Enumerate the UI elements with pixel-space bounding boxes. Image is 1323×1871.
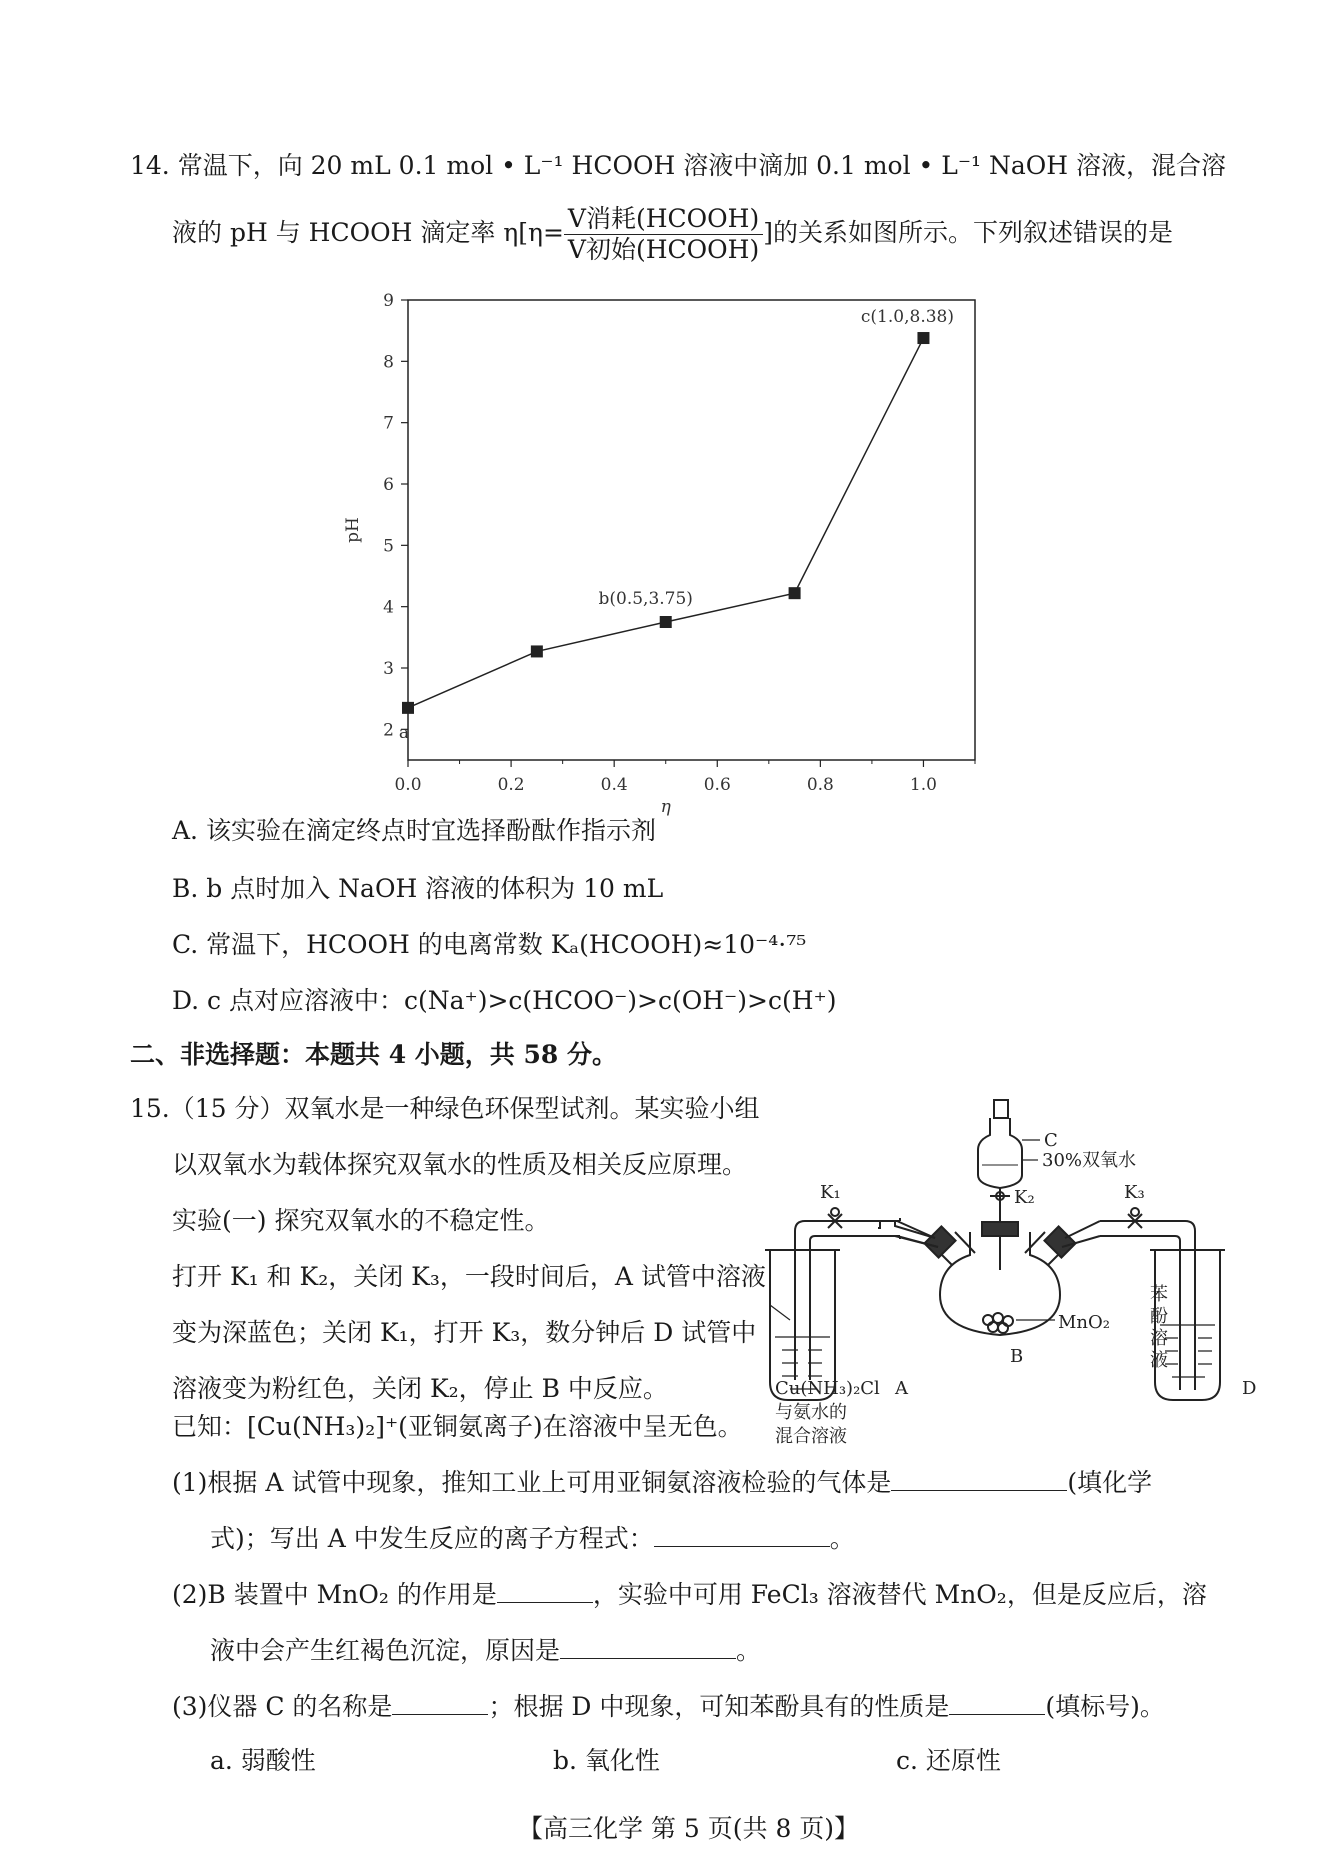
answer-blank-phenol-property[interactable] [949,1692,1045,1715]
funnel-c-body [978,1118,1022,1188]
q14-stem-line2-pre: 液的 pH 与 HCOOH 滴定率 η[η= [172,218,564,247]
q15-part1-line2-tail: 。 [829,1524,855,1553]
q15-part2-line1 [172,1579,1207,1611]
section-2-heading: 二、非选择题：本题共 4 小题，共 58 分。 [130,1040,618,1069]
label-mno2: MnO₂ [1058,1312,1110,1333]
q15-part1-line2-text: 式)；写出 A 中发生反应的离子方程式： [210,1524,654,1553]
data-point [789,587,801,599]
tube-left-angle [897,1221,938,1247]
label-a-solution-3: 混合溶液 [775,1426,847,1447]
q15-known: 已知：[Cu(NH₃)₂]⁺(亚铜氨离子)在溶液中呈无色。 [172,1412,743,1441]
flask-right-stopper [1044,1226,1075,1257]
q14-option-c: C. 常温下，HCOOH 的电离常数 Kₐ(HCOOH)≈10⁻⁴·⁷⁵ [172,930,807,959]
flask-left-neck [932,1232,975,1265]
pipe-left-bend-outer [795,1221,805,1250]
plot-frame [408,300,975,760]
y-tick-label: 2 [383,720,394,741]
q15-part1-line1 [172,1467,1152,1499]
choice-b: b. 氧化性 [553,1746,660,1775]
answer-blank-gas[interactable] [891,1468,1067,1491]
q15-part3-line1 [172,1691,1165,1723]
point-annotation: a [398,722,410,743]
q15-line1: 15.（15 分）双氧水是一种绿色环保型试剂。某实验小组 [130,1094,760,1123]
label-h2o2: 30%双氧水 [1042,1150,1137,1171]
pipe-right-bend-outer [1185,1221,1195,1390]
tube-right-angle-2 [1062,1236,1100,1247]
q15-part3-tail: (填标号)。 [1045,1692,1165,1721]
x-tick-label: 0.8 [806,775,834,795]
y-tick-label: 9 [383,291,394,311]
y-tick-label: 4 [383,597,394,618]
label-d-solution-1: 苯 [1150,1284,1168,1305]
choice-a: a. 弱酸性 [210,1746,316,1775]
answer-blank-ion-equation[interactable] [654,1524,830,1547]
q14-option-a: A. 该实验在滴定终点时宜选择酚酞作指示剂 [172,816,656,845]
q14-option-d: D. c 点对应溶液中：c(Na⁺)>c(HCOO⁻)>c(OH⁻)>c(H⁺) [172,986,837,1015]
q15-part1-line1-text: (1)根据 A 试管中现象，推知工业上可用亚铜氨溶液检验的气体是 [172,1468,892,1497]
mno2-bead [993,1313,1003,1323]
test-tube-d [1155,1250,1220,1400]
clip-k1-ring [831,1208,839,1216]
test-tube-d-liquid [1160,1325,1215,1377]
y-axis-label: pH [343,517,363,543]
label-d: D [1242,1378,1257,1399]
y-tick-label: 7 [383,413,394,434]
q15-part3-mid: ；根据 D 中现象，可知苯酚具有的性质是 [488,1692,950,1721]
leader-a-solution [770,1305,790,1320]
flask-center-stopper [982,1222,1018,1236]
flask-left-stopper [924,1226,955,1257]
q15-line2: 以双氧水为载体探究双氧水的性质及相关反应原理。 [172,1150,748,1179]
q15-part2-line2-text: 液中会产生红褐色沉淀，原因是 [210,1636,561,1665]
choice-c: c. 还原性 [896,1746,1001,1775]
y-tick-label: 5 [383,536,394,557]
flask-right-neck [1025,1232,1068,1265]
clip-k3 [1128,1214,1142,1228]
x-tick-label: 1.0 [909,775,937,795]
y-tick-label: 6 [383,475,394,495]
data-point [660,616,672,628]
data-point [917,332,929,344]
q15-part1-line1-tail: (填化学 [1067,1468,1153,1497]
q15-part1-line2 [210,1523,855,1555]
tube-left-2 [880,1236,938,1247]
tube-left-1 [878,1221,935,1238]
q15-part2-line1-text: (2)B 装置中 MnO₂ 的作用是 [172,1580,497,1609]
q15-part3-text: (3)仪器 C 的名称是 [172,1692,393,1721]
q14-stem-line2-post: ]的关系如图所示。下列叙述错误的是 [763,218,1173,247]
answer-blank-reason[interactable] [560,1636,736,1659]
data-point [531,645,543,657]
x-axis-label: η [660,797,671,817]
answer-blank-instrument-name[interactable] [392,1692,488,1715]
funnel-stopper [994,1100,1008,1118]
label-d-solution-3: 溶 [1150,1328,1168,1349]
flask-b-body [940,1232,1060,1335]
q14-option-b: B. b 点时加入 NaOH 溶液的体积为 10 mL [172,874,664,903]
mno2-bead [998,1323,1008,1333]
eta-numerator: V消耗(HCOOH) [564,204,763,235]
q15-part2-line2-tail: 。 [736,1636,762,1665]
x-tick-label: 0.2 [497,775,525,795]
q15-line6: 溶液变为粉红色，关闭 K₂，停止 B 中反应。 [172,1374,668,1403]
tube-right-angle-1 [1065,1221,1100,1238]
y-tick-label: 8 [383,352,394,373]
q14-stem-line2 [172,200,1173,266]
x-tick-label: 0.0 [394,775,422,795]
label-d-solution-4: 液 [1150,1350,1168,1371]
label-b: B [1010,1346,1024,1367]
mno2-bead [988,1322,998,1332]
label-a-solution-2: 与氨水的 [775,1402,847,1423]
point-annotation: b(0.5,3.75) [598,589,693,609]
y-tick-label: 3 [383,659,394,679]
valve-k2 [996,1192,1004,1200]
point-annotation: c(1.0,8.38) [860,307,954,328]
test-tube-a-liquid [775,1337,830,1389]
eta-fraction [564,204,763,265]
q14-stem-line1: 14. 常温下，向 20 mL 0.1 mol • L⁻¹ HCOOH 溶液中滴加 0.1 mol • L⁻¹ NaOH 溶液，混合溶 [130,151,1227,180]
label-k2: K₂ [1014,1187,1035,1208]
pipe-right-bend-inner [1175,1236,1180,1390]
eta-denominator: V初始(HCOOH) [567,235,760,264]
label-a: A [895,1378,908,1399]
page-footer: 【高三化学 第 5 页(共 8 页)】 [518,1814,860,1843]
answer-blank-mno2-role[interactable] [497,1580,593,1603]
data-point [402,702,414,714]
series-line [408,338,923,708]
label-k3: K₃ [1124,1182,1145,1203]
test-tube-a [770,1250,835,1400]
label-d-solution-2: 酚 [1150,1306,1168,1327]
q15-part2-line2 [210,1635,761,1667]
mno2-bead [983,1315,993,1325]
mno2-bead [1003,1316,1013,1326]
q15-part2-line1-tail: ，实验中可用 FeCl₃ 溶液替代 MnO₂，但是反应后，溶 [592,1580,1207,1609]
pipe-left-bend-inner [810,1236,815,1250]
label-k1: K₁ [820,1182,841,1203]
x-tick-label: 0.6 [703,775,731,795]
x-tick-label: 0.4 [600,775,628,795]
q15-line4: 打开 K₁ 和 K₂，关闭 K₃，一段时间后，A 试管中溶液 [172,1262,766,1291]
label-c: C [1044,1130,1058,1151]
label-a-solution-1: Cu(NH₃)₂Cl [775,1378,880,1399]
clip-k1 [828,1214,842,1228]
clip-k3-ring [1131,1208,1139,1216]
q15-line5: 变为深蓝色；关闭 K₁，打开 K₃，数分钟后 D 试管中 [172,1318,757,1347]
q15-line3: 实验(一) 探究双氧水的不稳定性。 [172,1206,550,1235]
